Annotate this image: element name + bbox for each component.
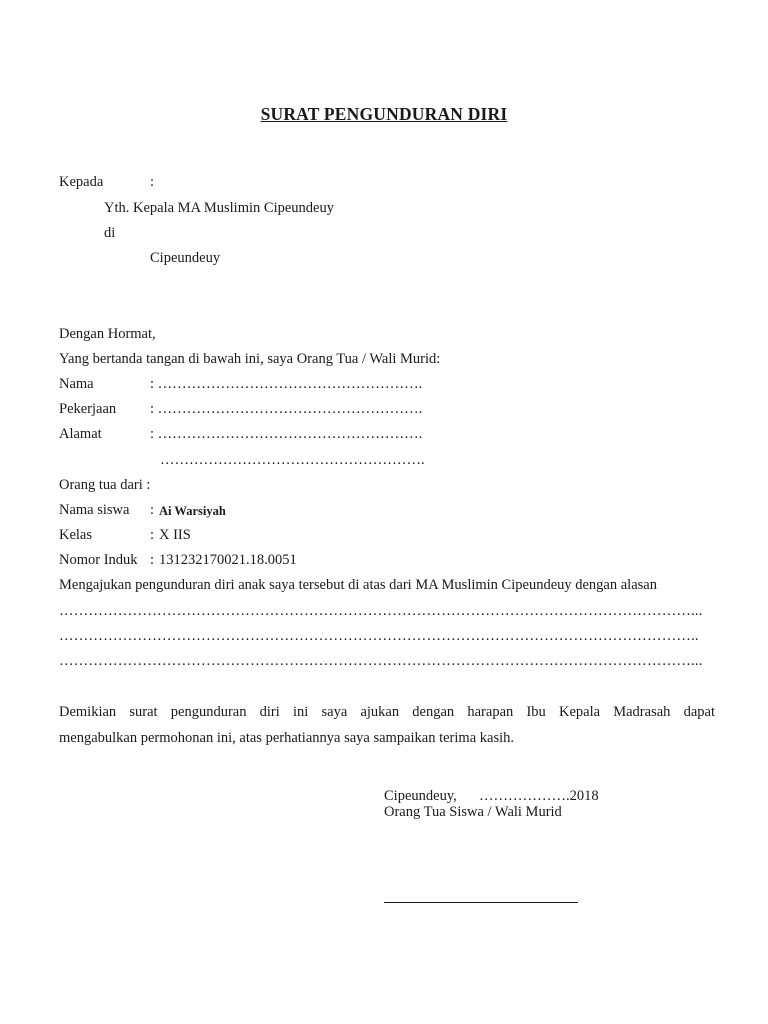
recipient-colon: : (150, 174, 155, 190)
recipient-label: Kepada (59, 174, 104, 190)
signature-line (384, 902, 578, 903)
closing-line-2: mengabulkan permohonan ini, atas perhatiannya saya sampaikan terima kasih. (59, 730, 514, 746)
student-id-colon: : (150, 552, 155, 568)
student-id-value: 131232170021.18.0051 (159, 552, 297, 568)
recipient-name: Yth. Kepala MA Muslimin Cipeundeuy (104, 200, 334, 216)
student-name-colon: : (150, 502, 155, 518)
signature-date: ……………….2018 (479, 788, 599, 804)
greeting: Dengan Hormat, (59, 326, 156, 342)
parent-job-label: Pekerjaan (59, 401, 117, 417)
document-title: SURAT PENGUNDURAN DIRI (260, 104, 508, 124)
parent-address-label: Alamat (59, 426, 102, 442)
signature-place: Cipeundeuy, (384, 788, 457, 804)
parent-job-value: : ………………………………………………. (150, 401, 423, 417)
student-id-label: Nomor Induk (59, 552, 138, 568)
closing-line-1: Demikian surat pengunduran diri ini saya ajukan dengan harapan Ibu Kepala Madrasah dapat (59, 704, 715, 720)
student-name-value: Ai Warsiyah (159, 504, 226, 518)
parent-name-label: Nama (59, 376, 94, 392)
parent-of-label: Orang tua dari : (59, 477, 151, 493)
signature-role: Orang Tua Siswa / Wali Murid (384, 804, 562, 820)
reason-line-2: ………………………………………………………………………………………………………………….. (59, 628, 699, 644)
intro-text: Yang bertanda tangan di bawah ini, saya Orang Tua / Wali Murid: (59, 351, 441, 367)
recipient-city: Cipeundeuy (150, 250, 221, 266)
parent-address-continuation: ………………………………………………. (160, 452, 425, 468)
student-class-value: X IIS (159, 527, 191, 543)
request-text: Mengajukan pengunduran diri anak saya tersebut di atas dari MA Muslimin Cipeundeuy dengan alasan (59, 577, 657, 593)
parent-name-value: : ………………………………………………. (150, 376, 423, 392)
reason-line-3: …………………………………………………………………………………………………………………... (59, 653, 703, 669)
parent-address-value: : ………………………………………………. (150, 426, 423, 442)
student-name-label: Nama siswa (59, 502, 130, 518)
recipient-di: di (104, 225, 116, 241)
student-class-colon: : (150, 527, 155, 543)
student-class-label: Kelas (59, 527, 93, 543)
reason-line-1: …………………………………………………………………………………………………………………... (59, 603, 703, 619)
